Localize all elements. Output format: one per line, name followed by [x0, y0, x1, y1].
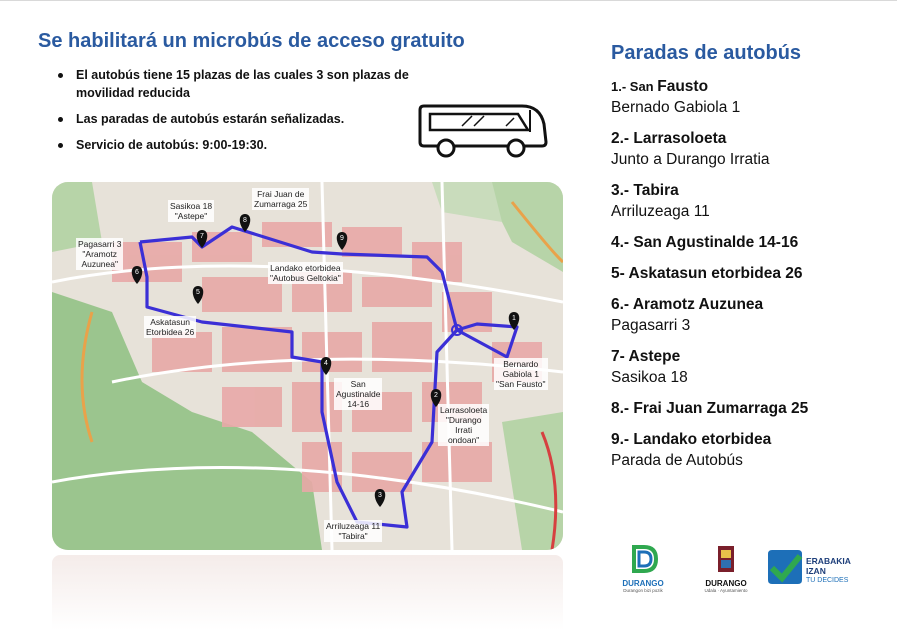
- stops-title: Paradas de autobús: [611, 42, 802, 64]
- map-canvas: [52, 182, 563, 550]
- route-map: [52, 182, 563, 550]
- map-label-stop-1: Bernardo Gabiola 1 "San Fausto": [496, 359, 546, 389]
- page-title: Se habilitará un microbús de acceso gratuito: [38, 30, 465, 52]
- map-label-stop-4: San Agustinalde 14-16: [336, 379, 381, 409]
- stop-name: Fausto: [657, 78, 709, 95]
- map-reflection: [52, 555, 563, 630]
- svg-text:5: 5: [196, 289, 200, 296]
- stop-item: [611, 346, 881, 388]
- stop-address: Parada de Autobús: [611, 452, 743, 469]
- stop-item: [611, 263, 881, 284]
- stop-name: 7- Astepe: [611, 348, 681, 365]
- map-label-stop-5: Askatasun Etorbidea 26: [146, 317, 195, 337]
- map-label-stop-2: Larrasoloeta "Durango Irrati ondoan": [440, 405, 488, 445]
- durango-council-name: DURANGO: [705, 579, 747, 588]
- svg-text:1: 1: [512, 315, 516, 322]
- erabakia-logo: [764, 544, 874, 594]
- map-label-stop-3: Arriluzeaga 11 "Tabira": [326, 521, 381, 541]
- stop-address: Pagasarri 3: [611, 317, 691, 334]
- stop-name: 2.- Larrasoloeta: [611, 130, 727, 147]
- erabakia-line3: TU DECIDES: [806, 577, 849, 584]
- durango-logo: [614, 544, 672, 593]
- info-bullet-list: [58, 66, 438, 162]
- map-label-stop-6: Pagasarri 3 "Aramotz Auzunea": [78, 239, 122, 269]
- logos-row: [610, 544, 880, 594]
- stop-address: Junto a Durango Irratia: [611, 151, 770, 168]
- stop-name: 6.- Aramotz Auzunea: [611, 296, 764, 313]
- durango-council-logo: [694, 544, 758, 593]
- stop-name: 9.- Landako etorbidea: [611, 431, 772, 448]
- coat-of-arms-icon: [694, 544, 758, 574]
- stop-item: [611, 232, 881, 253]
- stop-address: Bernado Gabiola 1: [611, 99, 741, 116]
- stop-prefix: 1.- San: [611, 79, 658, 94]
- durango-council-sub: Udala · Ayuntamiento: [704, 588, 748, 593]
- map-label-stop-7: Sasikoa 18 "Astepe": [170, 201, 213, 221]
- bullet-capacity: El autobús tiene 15 plazas de las cuales 3 son plazas de movilidad reducida: [58, 66, 438, 102]
- stop-item: [611, 429, 881, 471]
- stop-name: 5- Askatasun etorbidea 26: [611, 265, 803, 282]
- map-label-stop-8: Frai Juan de Zumarraga 25: [254, 189, 308, 209]
- durango-d-icon: [614, 544, 672, 574]
- stop-item: [611, 180, 881, 222]
- svg-text:2: 2: [434, 392, 438, 399]
- erabakia-line1: ERABAKIA: [806, 556, 851, 566]
- svg-text:8: 8: [243, 217, 247, 224]
- top-divider: [0, 0, 897, 1]
- map-label-stop-9: Landako etorbidea "Autobus Geltokia": [270, 263, 341, 283]
- checkmark-icon: [764, 546, 804, 588]
- svg-text:4: 4: [324, 360, 328, 367]
- stop-item: [611, 128, 881, 170]
- durango-logo-name: DURANGO: [622, 579, 664, 588]
- stop-address: Arriluzeaga 11: [611, 203, 710, 220]
- stop-item: [611, 294, 881, 336]
- svg-text:6: 6: [135, 269, 139, 276]
- svg-text:9: 9: [340, 235, 344, 242]
- stop-item: [611, 398, 881, 419]
- stop-name: 3.- Tabira: [611, 182, 679, 199]
- svg-text:3: 3: [378, 492, 382, 499]
- erabakia-line2: IZAN: [806, 566, 826, 576]
- stop-address: Sasikoa 18: [611, 369, 688, 386]
- bus-icon: [418, 100, 550, 160]
- stops-list: [611, 76, 881, 481]
- svg-text:7: 7: [200, 233, 204, 240]
- bullet-schedule: Servicio de autobús: 9:00-19:30.: [58, 136, 438, 154]
- stop-name: 4.- San Agustinalde 14-16: [611, 234, 799, 251]
- stop-item: [611, 76, 881, 118]
- stop-name: 8.- Frai Juan Zumarraga 25: [611, 400, 809, 417]
- bullet-signposted: Las paradas de autobús estarán señalizadas.: [58, 110, 438, 128]
- durango-logo-sub: Durangon bizi pozik: [623, 588, 663, 593]
